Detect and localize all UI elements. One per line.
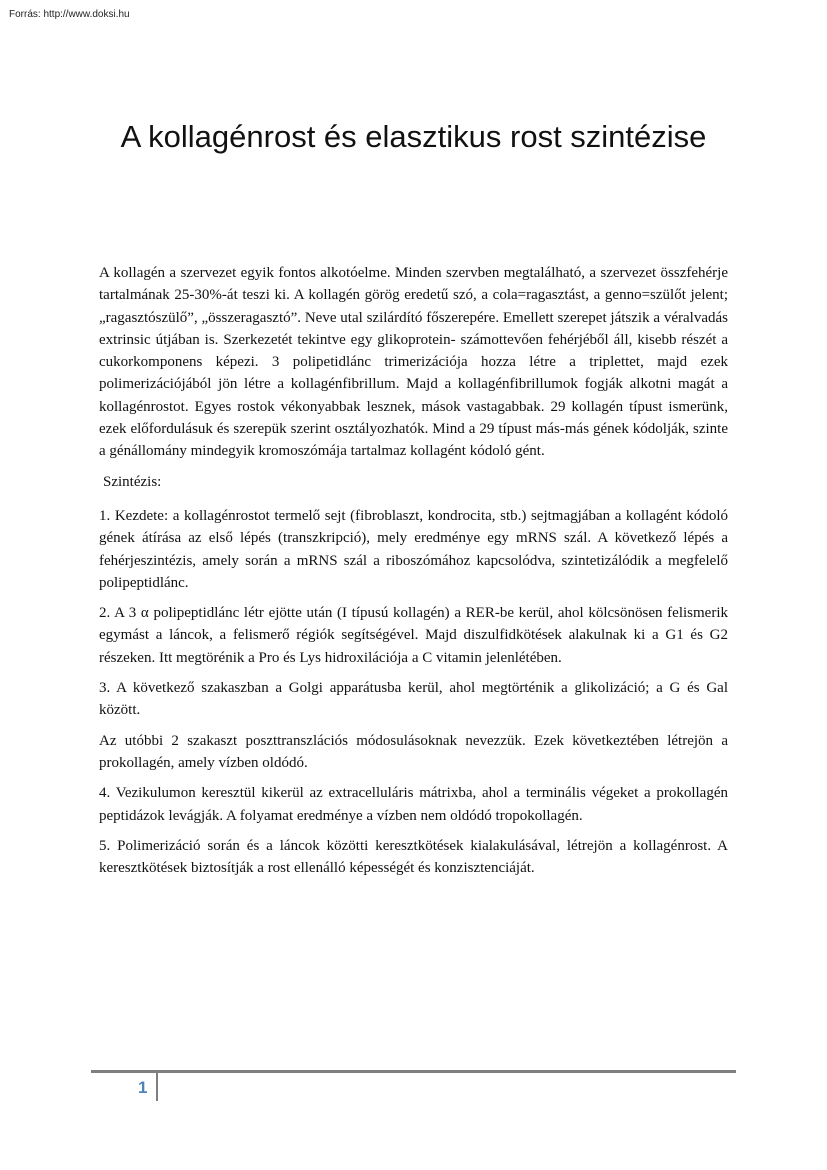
page-number-separator (156, 1073, 158, 1101)
step-4-paragraph: 4. Vezikulumon keresztül kikerül az extracelluláris mátrixba, ahol a terminális végeket a prokollagén peptidázok levágják. A folyamat eredménye a vízben nem oldódó tropokollagén. (99, 785, 728, 824)
document-title: A kollagénrost és elasztikus rost szintézise (120, 119, 707, 154)
synthesis-heading: Szintézis: (103, 473, 162, 490)
step-5-paragraph: 5. Polimerizáció során és a láncok közötti keresztkötések kialakulásával, létrejön a kollagénrost. A keresztkötések biztosítják a rost ellenálló képességét és konzisztenciáját. (99, 837, 728, 877)
step-3-paragraph: 3. A következő szakaszban a Golgi apparátusba kerül, ahol megtörténik a glikolizáció; a G és Gal között. (99, 680, 728, 719)
page-number: 1 (138, 1078, 148, 1097)
document-body (99, 262, 728, 887)
step-1-paragraph: 1. Kezdete: a kollagénrostot termelő sejt (fibroblaszt, kondrocita, stb.) sejtmagjában a kollagént kódoló gének átírása az első lépés (transzkripció), mely eredménye egy mRNS szál. A következő lépés a fehérjeszintézis, amely során a mRNS szál a riboszómához kapcsolódva, szintetizálódik a megfelelő polipeptidlánc. (99, 507, 728, 591)
intro-paragraph: A kollagén a szervezet egyik fontos alkotóelme. Minden szervben megtalálható, a szervezet összfehérje tartalmának 25-30%-át teszi ki. A kollagén görög eredetű szó, a cola=ragasztást, a genno=szülőt jelent; „ragasztószülő”, „összeragasztó”. Neve utal szilárdító főszerepére. Emellett szerepet játszik a véralvadás extrinsic útjában is. Szerkezetét tekintve egy glikoprotein- számottevően fehérjéből áll, kisebb részét a cukorkomponens képezi. 3 polipetidlánc trimerizációja hozza létre a triplettet, majd ezek polimerizációjából jön létre a kollagénfibrillum. Majd a kollagénfibrillumok fogják alkotni magát a kollagénrostot. Egyes rostok vékonyabbak lesznek, mások vastagabbak. 29 kollagén típust ismerünk, ezek előfordulásuk és szerepük szerint osztályozhatók. Mind a 29 típust más-más gének kódolják, szinte a génállomány mindegyik kromoszómája tartalmaz kollagént kódoló gént. (99, 265, 728, 460)
source-attribution: Forrás: http://www.doksi.hu (9, 9, 130, 20)
step-2-paragraph: 2. A 3 α polipeptidlánc létr ejötte után (I típusú kollagén) a RER-be kerül, ahol kölcsönösen felismerik egymást a láncok, a felismerő régiók segítségével. Majd diszulfidkötések alakulnak ki a G1 és G2 részeken. Itt megtörénik a Pro és Lys hidroxilációja a C vitamin jelenlétében. (99, 605, 728, 666)
posttranslational-paragraph: Az utóbbi 2 szakaszt poszttranszlációs módosulásoknak nevezzük. Ezek következtében létrejön a prokollagén, amely vízben oldódó. (99, 732, 728, 771)
footer-divider (91, 1070, 736, 1073)
